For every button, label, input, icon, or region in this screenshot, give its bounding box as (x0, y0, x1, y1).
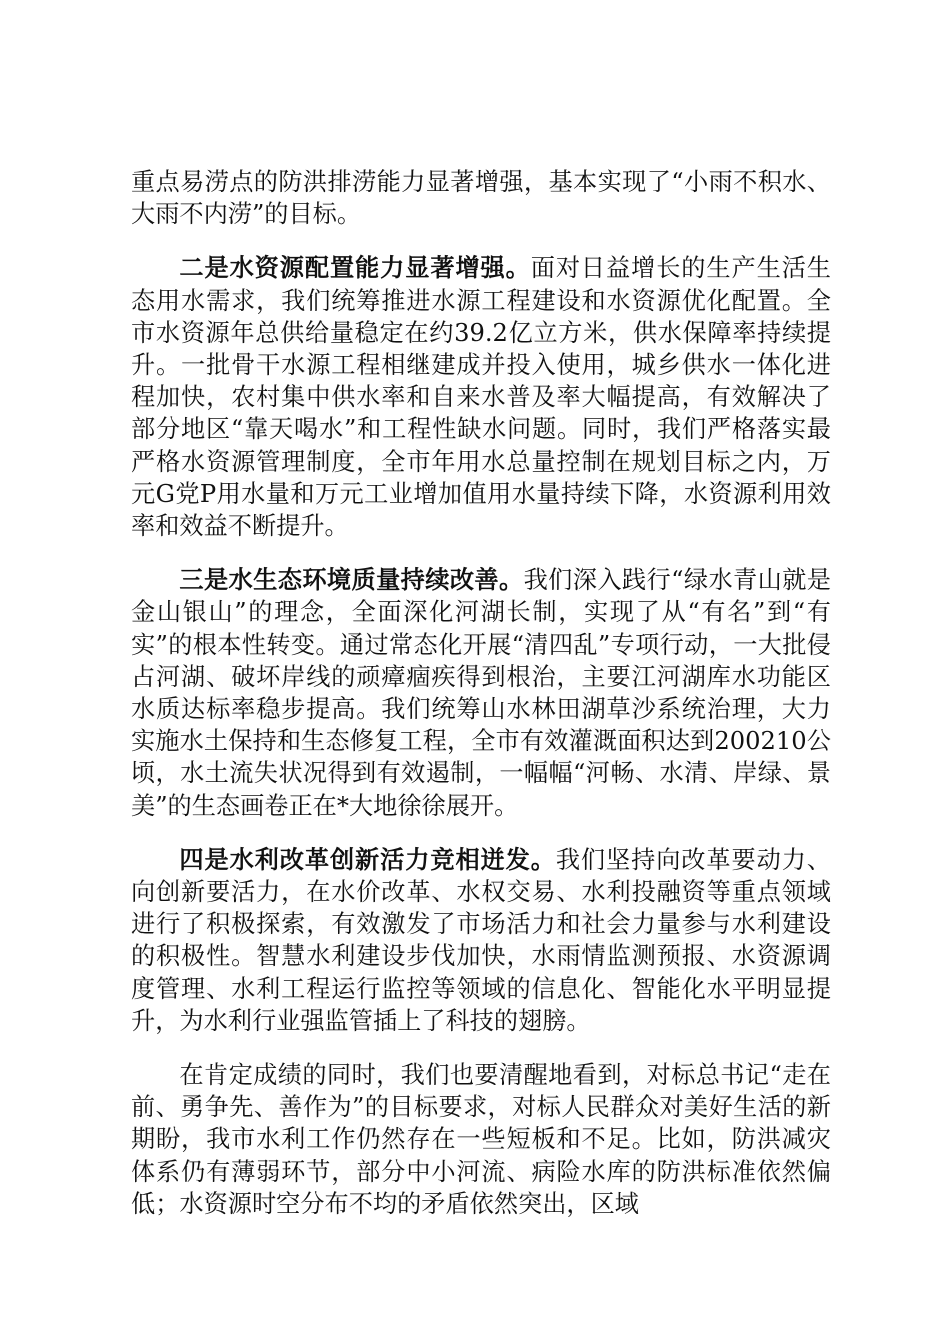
paragraph-text: 我们坚持向改革要动力、向创新要活力，在水价改革、水权交易、水利投融资等重点领域进行了积极探索，有效激发了市场活力和社会力量参与水利建设的积极性。智慧水利建设步伐加快，水雨情监测预报、水资源调度管理、水利工程运行监控等领域的信息化、智能化水平明显提升，为水利行业强监管插上了科技的翅膀。 (131, 845, 831, 1035)
paragraph-text: 重点易涝点的防洪排涝能力显著增强，基本实现了“小雨不积水、大雨不内涝”的目标。 (131, 168, 831, 229)
paragraph-lead: 四是水利改革创新活力竞相迸发。 (179, 844, 556, 874)
paragraph-lead: 三是水生态环境质量持续改善。 (179, 565, 524, 595)
paragraph-flood-control-summary (131, 166, 831, 230)
document-body (131, 166, 831, 1242)
paragraph-reform-innovation (131, 844, 831, 1037)
paragraph-water-ecology (131, 564, 831, 822)
paragraph-text: 我们深入践行“绿水青山就是金山银山”的理念，全面深化河湖长制，实现了从“有名”到“有实”的根本性转变。通过常态化开展“清四乱”专项行动，一大批侵占河湖、破坏岸线的顽瘴痼疾得到根治，主要江河湖库水功能区水质达标率稳步提高。我们统筹山水林田湖草沙系统治理，大力实施水土保持和生态修复工程，全市有效灌溉面积达到200210公顷，水土流失状况得到有效遏制，一幅幅“河畅、水清、岸绿、景美”的生态画卷正在*大地徐徐展开。 (131, 566, 831, 820)
paragraph-lead: 二是水资源配置能力显著增强。 (179, 253, 531, 283)
paragraph-text: 在肯定成绩的同时，我们也要清醒地看到，对标总书记“走在前、勇争先、善作为”的目标要求，对标人民群众对美好生活的新期盼，我市水利工作仍然存在一些短板和不足。比如，防洪减灾体系仍有薄弱环节，部分中小河流、病险水库的防洪标准依然偏低；水资源时空分布不均的矛盾依然突出，区域 (131, 1061, 831, 1218)
paragraph-text: 面对日益增长的生产生活生态用水需求，我们统筹推进水源工程建设和水资源优化配置。全市水资源年总供给量稳定在约39.2亿立方米，供水保障率持续提升。一批骨干水源工程相继建成并投入使用，城乡供水一体化进程加快，农村集中供水率和自来水普及率大幅提高，有效解决了部分地区“靠天喝水”和工程性缺水问题。同时，我们严格落实最严格水资源管理制度，全市年用水总量控制在规划目标之内，万元G党P用水量和万元工业增加值用水量持续下降，水资源利用效率和效益不断提升。 (131, 254, 831, 541)
paragraph-shortcomings (131, 1059, 831, 1220)
paragraph-water-resources (131, 252, 831, 542)
